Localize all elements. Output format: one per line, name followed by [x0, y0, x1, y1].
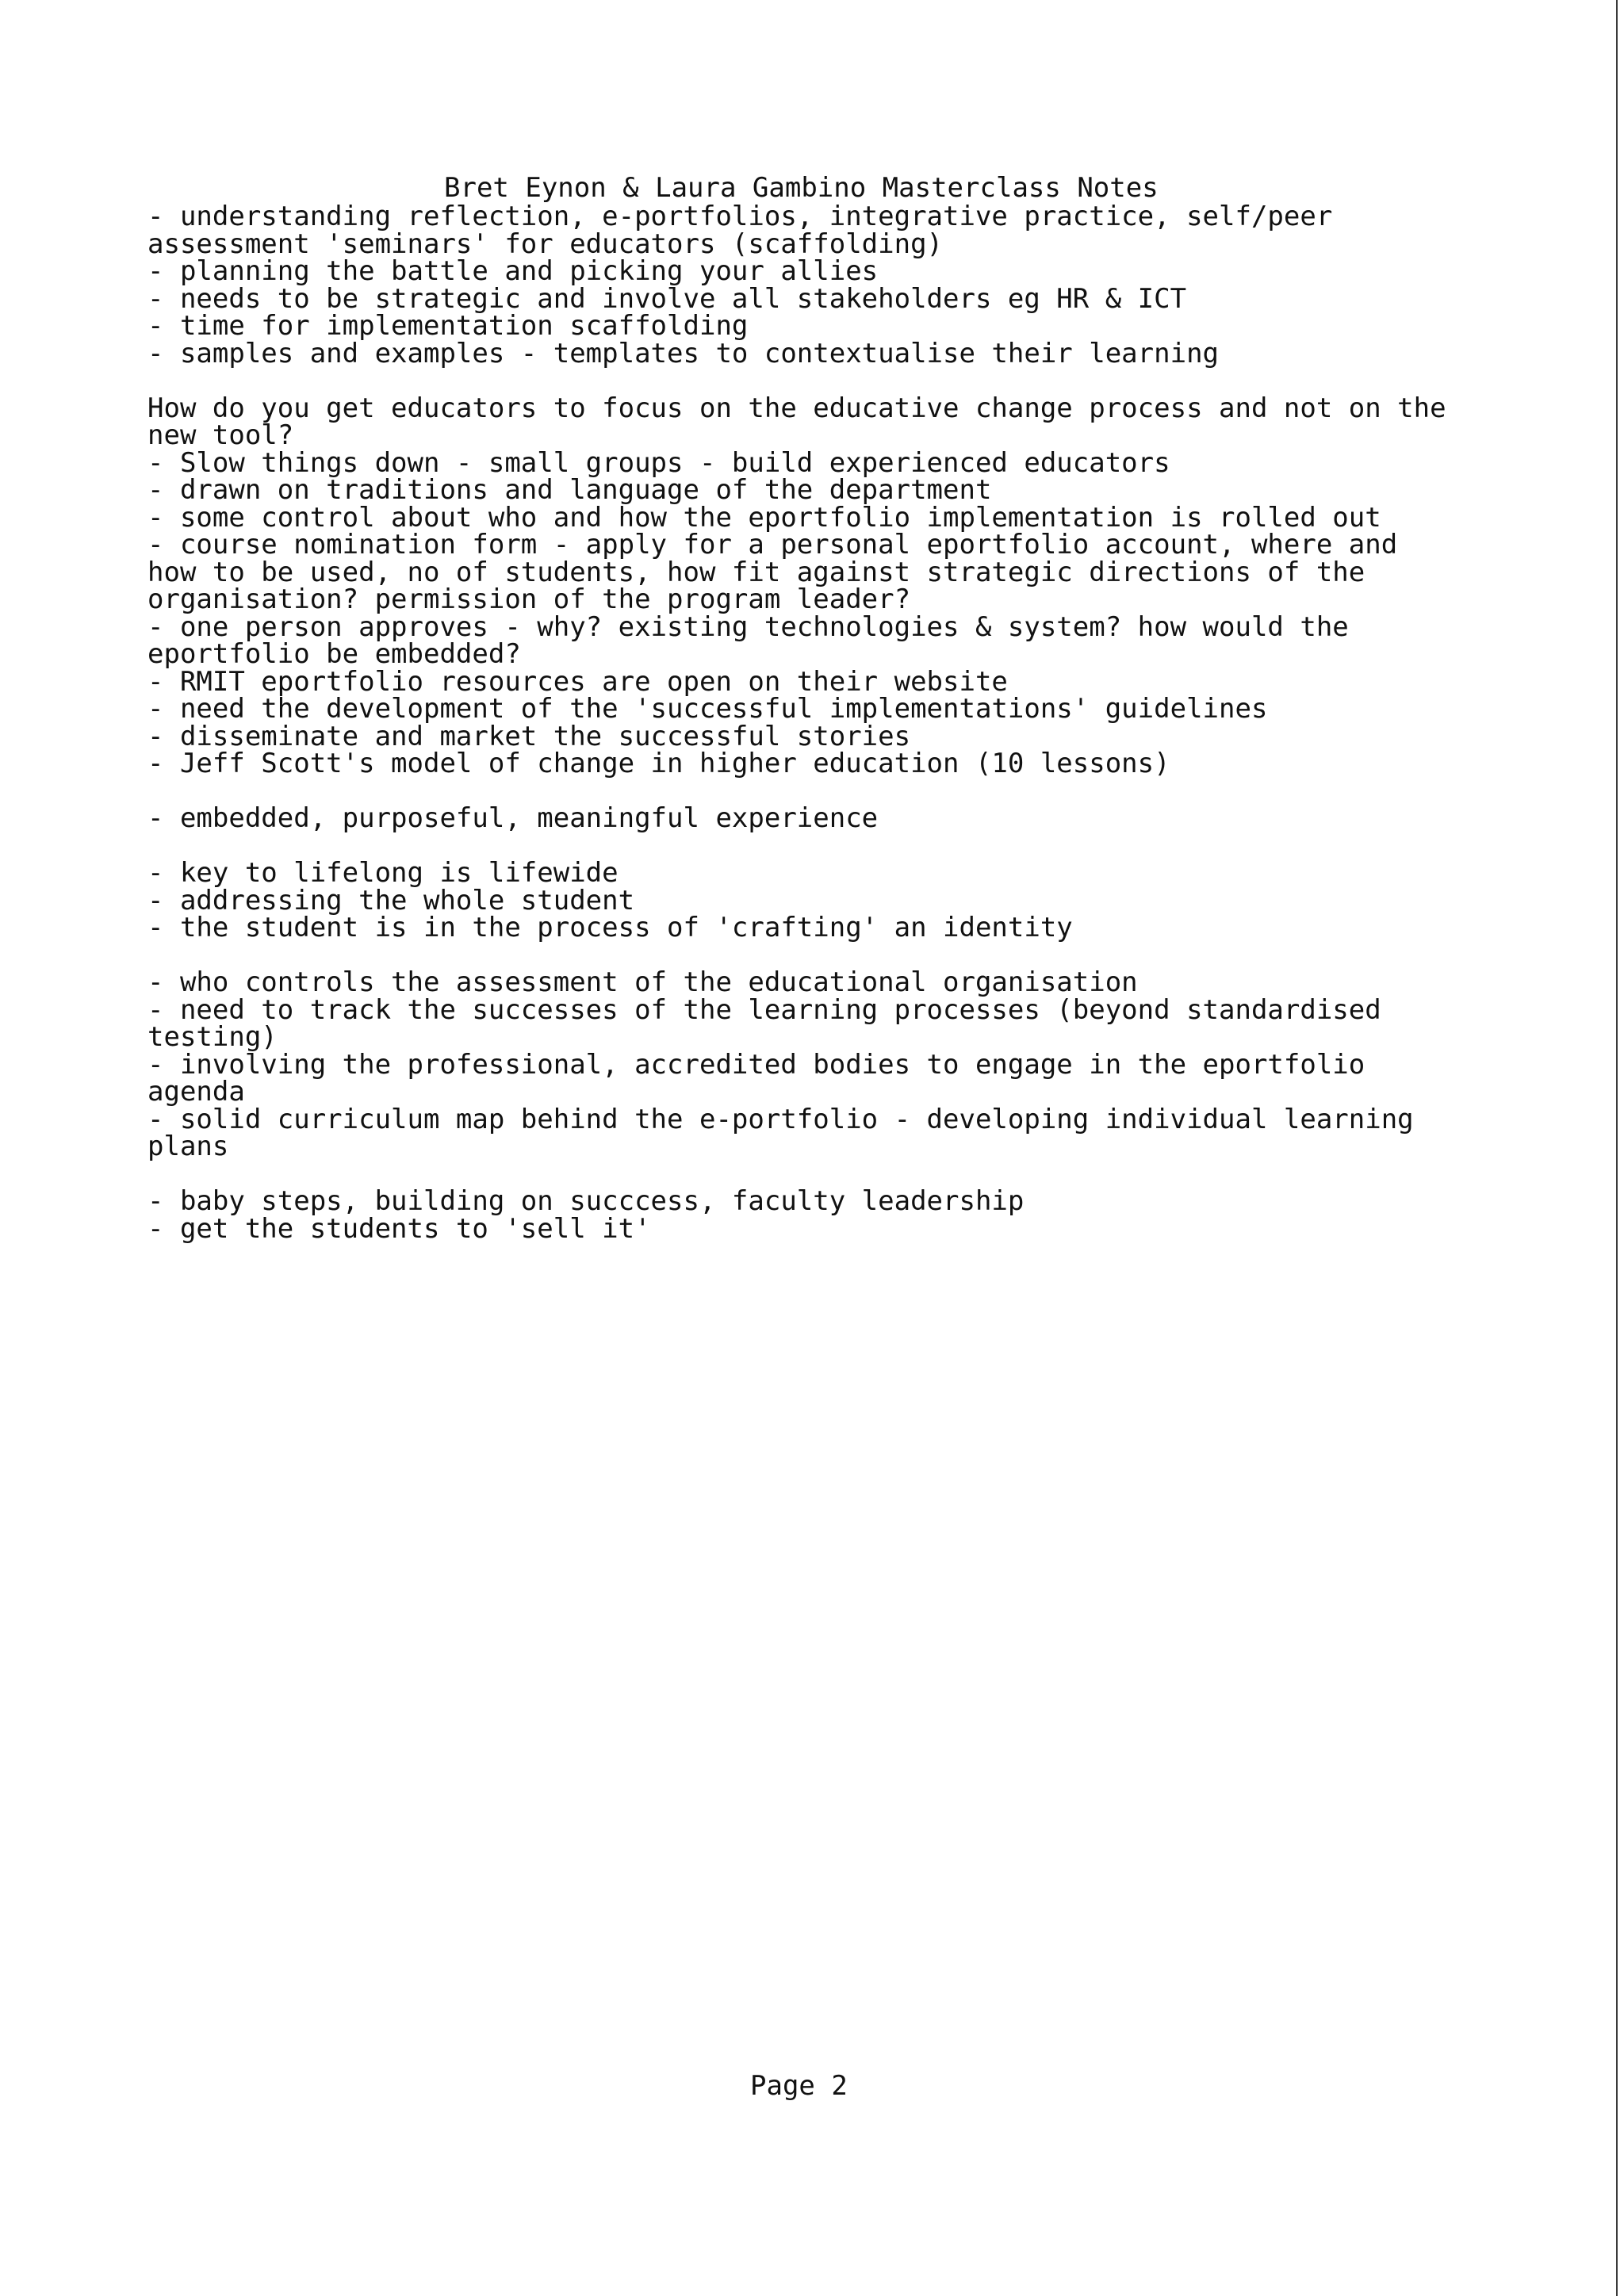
text-line: - who controls the assessment of the educational organisation	[147, 966, 1138, 998]
paragraph-gap	[147, 778, 1448, 806]
document-title: Bret Eynon & Laura Gambino Masterclass Notes	[444, 172, 1159, 204]
text-line: organisation? permission of the program leader?	[147, 584, 911, 615]
text-line: How do you get educators to focus on the educative change process and not on the	[147, 392, 1446, 424]
page-edge-border	[1616, 0, 1618, 2296]
paragraph	[147, 392, 1448, 779]
text-line: - understanding reflection, e-portfolios, integrative practice, self/peer	[147, 201, 1333, 232]
text-line: - addressing the whole student	[147, 884, 635, 916]
text-line: - time for implementation scaffolding	[147, 310, 749, 342]
paragraph	[147, 203, 1448, 367]
text-line: - needs to be strategic and involve all stakeholders eg HR & ICT	[147, 282, 1187, 315]
text-line: - need to track the successes of the learning processes (beyond standardised	[147, 993, 1381, 1026]
text-line: - solid curriculum map behind the e-portfolio - developing individual learning	[147, 1103, 1414, 1135]
paragraph	[147, 966, 1448, 1162]
text-line: - drawn on traditions and language of the department	[147, 474, 992, 506]
text-line: - course nomination form - apply for a personal eportfolio account, where and	[147, 529, 1398, 561]
paragraph	[147, 802, 1448, 834]
text-line: eportfolio be embedded?	[147, 638, 521, 670]
text-line: - RMIT eportfolio resources are open on their website	[147, 665, 1008, 698]
text-line: - involving the professional, accredited bodies to engage in the eportfolio	[147, 1048, 1365, 1081]
text-line: - samples and examples - templates to contextualise their learning	[147, 337, 1220, 369]
text-line: - embedded, purposeful, meaningful experience	[147, 802, 879, 834]
text-line: - get the students to 'sell it'	[147, 1212, 651, 1245]
page-number: Page 2	[750, 2070, 848, 2102]
text-line: new tool?	[147, 419, 294, 451]
text-line: - disseminate and market the successful stories	[147, 720, 911, 752]
text-line: - Jeff Scott's model of change in higher education (10 lessons)	[147, 748, 1170, 779]
text-line: - Slow things down - small groups - build experienced educators	[147, 446, 1170, 479]
text-line: assessment 'seminars' for educators (scaffolding)	[147, 228, 944, 260]
text-line: - baby steps, building on succcess, faculty leadership	[147, 1185, 1025, 1217]
text-line: agenda	[147, 1076, 245, 1108]
text-line: - one person approves - why? existing technologies & system? how would the	[147, 610, 1349, 643]
text-line: - planning the battle and picking your allies	[147, 255, 879, 287]
text-line: plans	[147, 1131, 229, 1162]
text-line: - the student is in the process of 'crafting' an identity	[147, 912, 1073, 943]
paragraph-gap	[147, 832, 1448, 860]
text-line: - need the development of the 'successful implementations' guidelines	[147, 693, 1268, 725]
paragraph-gap	[147, 1161, 1448, 1188]
text-line: testing)	[147, 1021, 278, 1053]
text-line: how to be used, no of students, how fit against strategic directions of the	[147, 556, 1365, 588]
paragraph-gap	[147, 367, 1448, 395]
paragraph-gap	[147, 942, 1448, 970]
document-body	[147, 201, 1448, 1245]
text-line: - key to lifelong is lifewide	[147, 857, 619, 889]
text-line: - some control about who and how the eportfolio implementation is rolled out	[147, 501, 1381, 534]
paragraph	[147, 859, 1448, 942]
paragraph	[147, 1185, 1448, 1245]
